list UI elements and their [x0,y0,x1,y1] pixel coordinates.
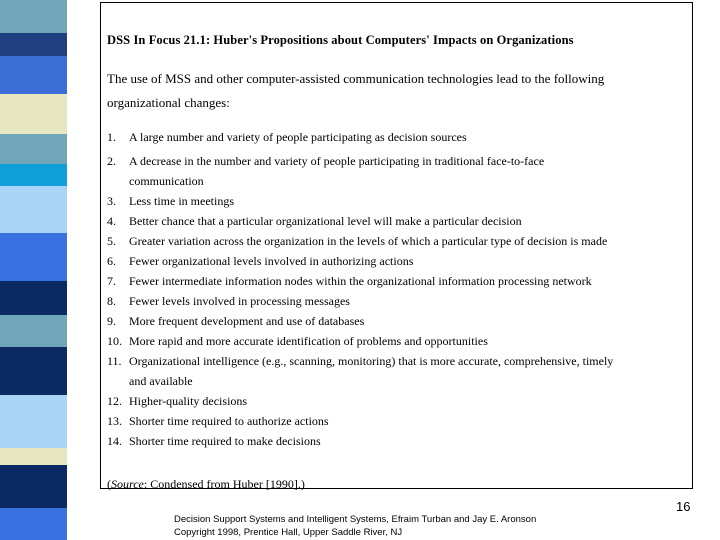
stripe-block [0,233,67,281]
stripe-block [0,56,67,94]
list-item: 2. A decrease in the number and variety of people participating in traditional face-to-face [107,154,545,168]
list-item: 10. More rapid and more accurate identification of problems and opportunities [107,334,488,348]
slide-footer [174,513,536,539]
list-item-continuation: and available [129,374,193,388]
decorative-stripe [0,0,67,540]
list-item: 8. Fewer levels involved in processing messages [107,294,350,308]
stripe-block [0,465,67,508]
stripe-block [0,315,67,347]
list-item: 3. Less time in meetings [107,194,234,208]
stripe-block [0,347,67,395]
stripe-block [0,281,67,315]
stripe-block [0,164,67,186]
intro-line-2: organizational changes: [107,95,230,110]
list-item: 6. Fewer organizational levels involved in authorizing actions [107,254,414,268]
stripe-block [0,186,67,233]
document-title: DSS In Focus 21.1: Huber's Propositions about Computers' Impacts on Organizations [107,33,574,47]
scanned-document [100,2,693,489]
page-number: 16 [676,499,691,514]
stripe-block [0,448,67,465]
stripe-block [0,33,67,56]
footer-line-2: Copyright 1998, Prentice Hall, Upper Saddle River, NJ [174,527,403,538]
list-item: 4. Better chance that a particular organizational level will make a particular decision [107,214,522,228]
list-item: 5. Greater variation across the organization in the levels of which a particular type of decision is made [107,234,608,248]
stripe-block [0,134,67,164]
stripe-block [0,94,67,134]
list-item: 11. Organizational intelligence (e.g., scanning, monitoring) that is more accurate, comprehensive, timely [107,354,614,368]
list-item: 12. Higher-quality decisions [107,394,248,408]
list-item: 1. A large number and variety of people participating as decision sources [107,130,467,144]
stripe-block [0,508,67,540]
intro-line-1: The use of MSS and other computer-assisted communication technologies lead to the following [107,71,605,86]
list-item: 13. Shorter time required to authorize actions [107,414,329,428]
footer-line-1: Decision Support Systems and Intelligent Systems, Efraim Turban and Jay E. Aronson [174,514,537,525]
list-item-continuation: communication [129,174,204,188]
list-item: 14. Shorter time required to make decisions [107,434,321,448]
source-citation: (Source: Condensed from Huber [1990].) [107,477,305,491]
stripe-block [0,0,67,33]
stripe-block [0,395,67,448]
list-item: 7. Fewer intermediate information nodes within the organizational information processing network [107,274,592,288]
list-item: 9. More frequent development and use of databases [107,314,365,328]
